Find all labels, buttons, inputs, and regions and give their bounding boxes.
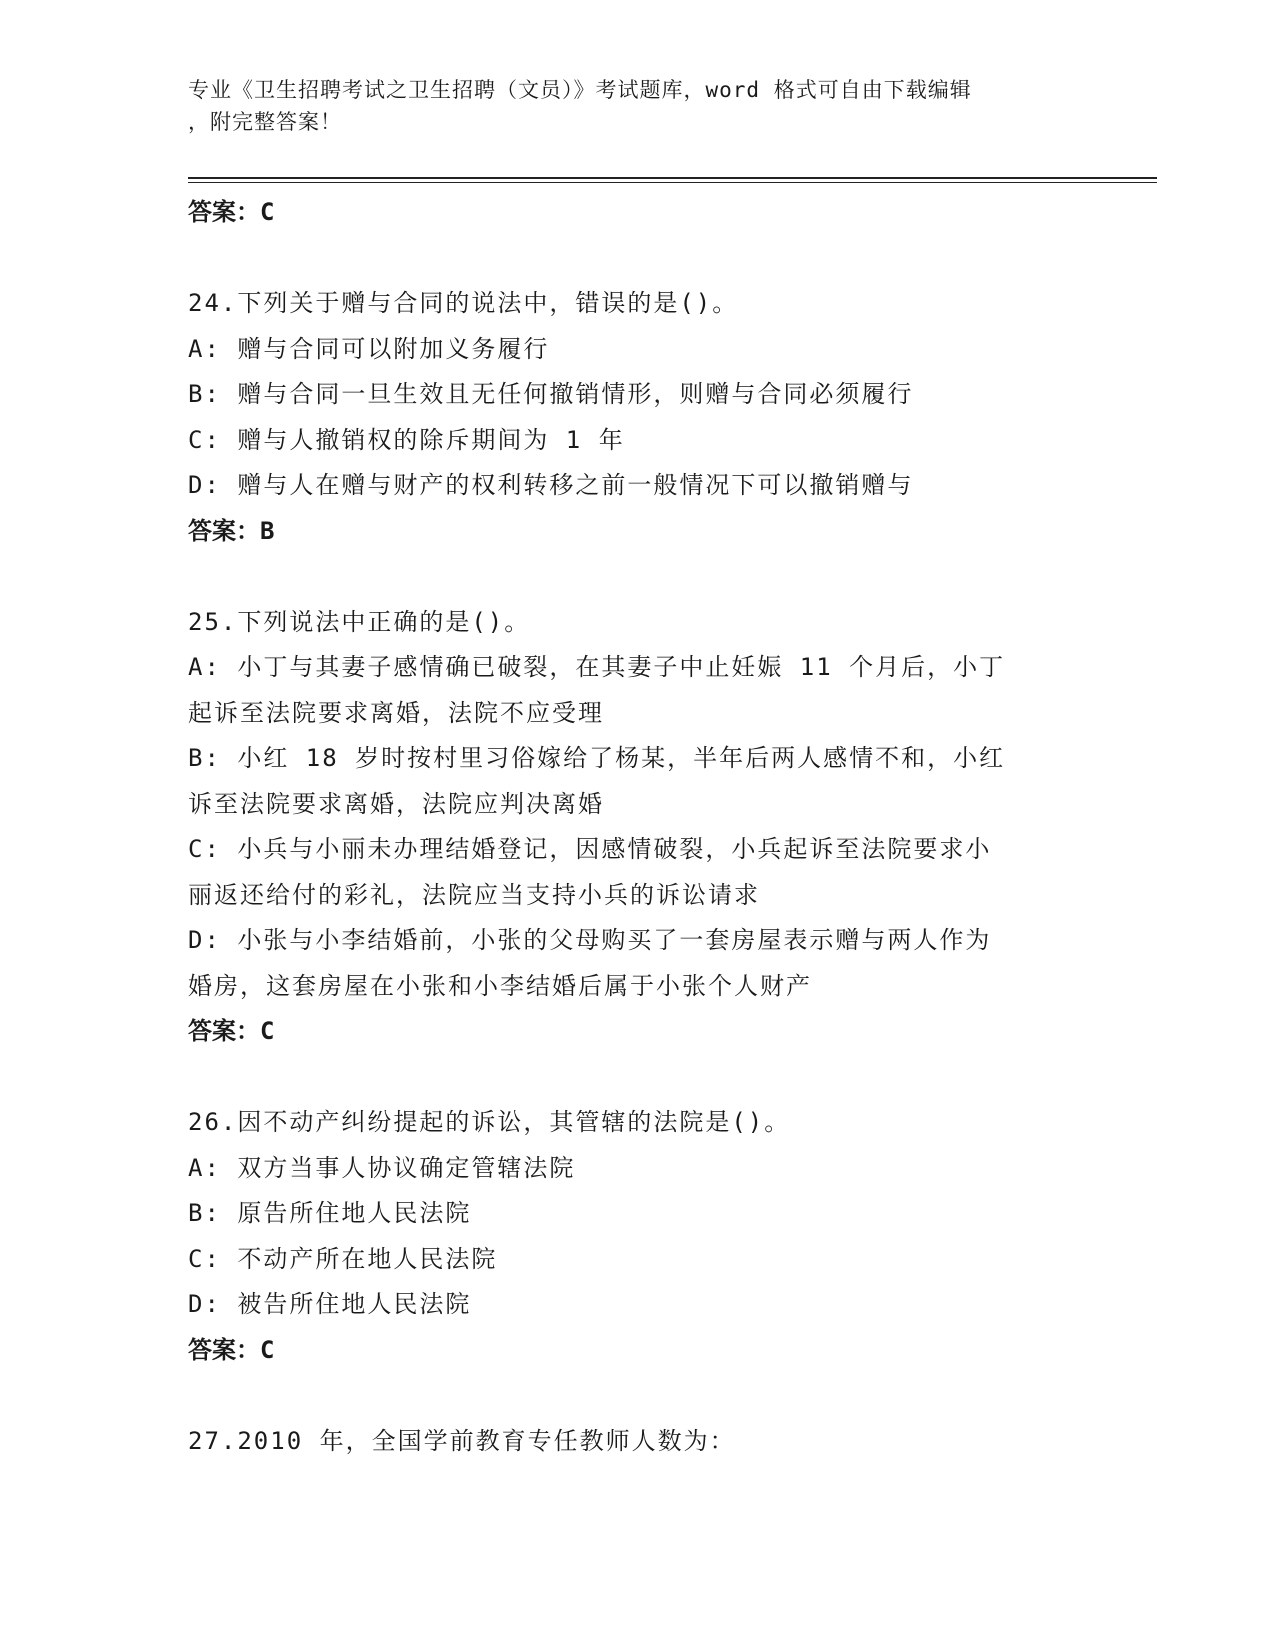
option-d: D: 赠与人在赠与财产的权利转移之前一般情况下可以撤销赠与 — [188, 471, 914, 499]
answer: 答案：C — [188, 1017, 275, 1045]
header-divider-thick — [188, 177, 1157, 179]
question-25 — [188, 600, 1088, 1055]
question-list — [188, 190, 1088, 1464]
option-c: C: 赠与人撤销权的除斥期间为 1 年 — [188, 425, 625, 454]
option-b: B: 小红 18 岁时按村里习俗嫁给了杨某，半年后两人感情不和，小红 — [188, 744, 1006, 772]
option-c: C: 不动产所在地人民法院 — [188, 1244, 498, 1273]
question-24 — [188, 281, 1088, 554]
option-a-continued: 起诉至法院要求离婚，法院不应受理 — [188, 698, 604, 727]
question-stem: 25.下列说法中正确的是()。 — [188, 607, 531, 636]
spacer — [188, 1373, 1088, 1419]
spacer — [188, 1055, 1088, 1101]
option-c: C: 小兵与小丽未办理结婚登记，因感情破裂，小兵起诉至法院要求小 — [188, 835, 992, 863]
option-a: A: 赠与合同可以附加义务履行 — [188, 334, 550, 363]
option-d: D: 被告所住地人民法院 — [188, 1290, 472, 1318]
option-b: B: 赠与合同一旦生效且无任何撤销情形，则赠与合同必须履行 — [188, 380, 914, 408]
spacer — [188, 554, 1088, 600]
spacer — [188, 236, 1088, 282]
answer: 答案：B — [188, 516, 275, 545]
question-stem: 26.因不动产纠纷提起的诉讼，其管辖的法院是()。 — [188, 1108, 791, 1136]
answer: 答案：C — [188, 1335, 275, 1364]
option-c-continued: 丽返还给付的彩礼，法院应当支持小兵的诉讼请求 — [188, 880, 760, 909]
option-d: D: 小张与小李结婚前，小张的父母购买了一套房屋表示赠与两人作为 — [188, 926, 992, 954]
option-d-continued: 婚房，这套房屋在小张和小李结婚后属于小张个人财产 — [188, 971, 812, 1000]
header-line-1: 专业《卫生招聘考试之卫生招聘（文员）》考试题库，word 格式可自由下载编辑 — [188, 78, 972, 102]
document-header — [188, 74, 1068, 138]
header-line-2: ，附完整答案！ — [188, 110, 342, 134]
question-stem: 27.2010 年，全国学前教育专任教师人数为： — [188, 1426, 736, 1455]
question-stem: 24.下列关于赠与合同的说法中，错误的是()。 — [188, 289, 739, 317]
option-a: A: 双方当事人协议确定管辖法院 — [188, 1153, 576, 1182]
option-a: A: 小丁与其妻子感情确已破裂，在其妻子中止妊娠 11 个月后，小丁 — [188, 653, 1006, 681]
header-divider-thin — [188, 182, 1157, 183]
question-27 — [188, 1419, 1088, 1465]
option-b-continued: 诉至法院要求离婚，法院应判决离婚 — [188, 789, 604, 818]
question-26 — [188, 1100, 1088, 1373]
previous-answer: 答案：C — [188, 198, 275, 226]
option-b: B: 原告所住地人民法院 — [188, 1199, 472, 1227]
